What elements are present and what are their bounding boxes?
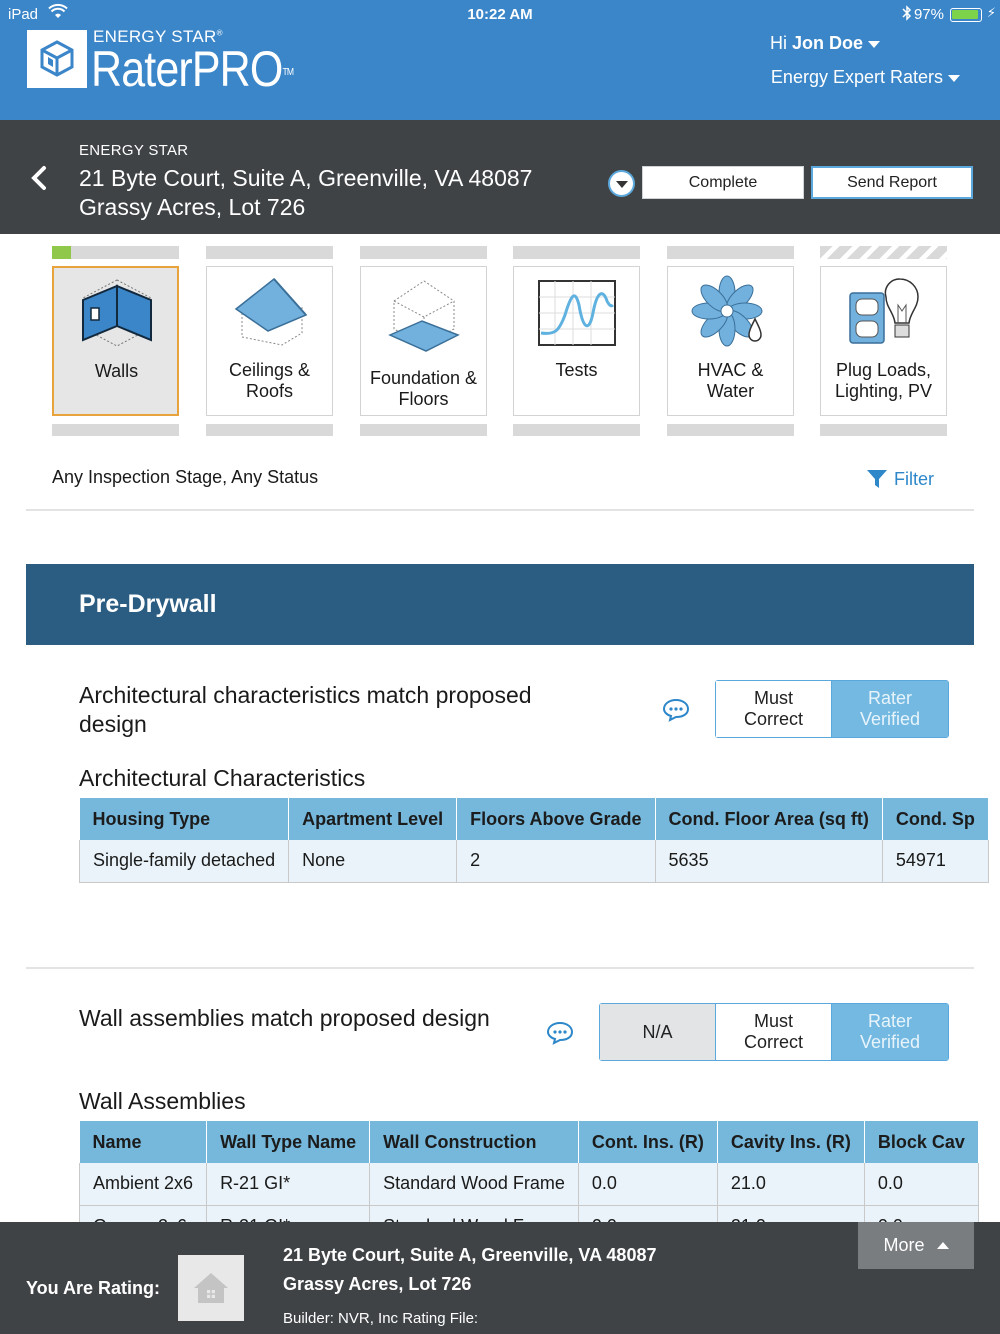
- table-cell: R-21 GI*: [207, 1163, 370, 1205]
- category-plug-loads[interactable]: [820, 266, 947, 416]
- status-toggle: [715, 680, 949, 738]
- send-report-button[interactable]: Send Report: [811, 166, 973, 199]
- column-header: Block Cav: [864, 1121, 978, 1163]
- column-header: Housing Type: [80, 798, 289, 840]
- project-address: 21 Byte Court, Suite A, Greenville, VA 48087: [79, 165, 533, 191]
- footer-builder: Builder: NVR, Inc Rating File:: [283, 1310, 479, 1327]
- checklist-question: Architectural characteristics match proposed design: [79, 682, 532, 737]
- cube-logo-icon: [34, 36, 80, 82]
- more-label: More: [883, 1235, 925, 1255]
- house-icon: [191, 1270, 231, 1306]
- column-header: Name: [80, 1121, 207, 1163]
- project-program: ENERGY STAR: [79, 142, 189, 159]
- table-cell: None: [289, 840, 457, 882]
- rating-footer: [0, 1222, 1000, 1334]
- tile-footer-bar: [206, 424, 333, 436]
- table-title: Wall Assemblies: [79, 1088, 246, 1114]
- architectural-table: [79, 798, 975, 883]
- plug-loads-progress: [820, 246, 947, 259]
- charging-icon: ⚡: [986, 5, 996, 20]
- table-title: Architectural Characteristics: [79, 765, 366, 791]
- hvac-progress: [667, 246, 794, 259]
- category-label: Foundation & Floors: [369, 368, 478, 409]
- app-header: [0, 0, 1000, 120]
- table-cell: 21.0: [717, 1163, 864, 1205]
- status-toggle: [599, 1003, 949, 1061]
- filter-label: Filter: [894, 468, 934, 489]
- tile-footer-bar: [513, 424, 640, 436]
- category-label: Walls: [94, 361, 139, 381]
- table-cell: 5635: [655, 840, 882, 882]
- table-cell: 54971: [882, 840, 988, 882]
- bluetooth-icon: [902, 5, 912, 25]
- column-header: Cond. Sp: [882, 798, 988, 840]
- table-cell: Standard Wood Frame: [370, 1163, 579, 1205]
- table-row: [80, 840, 989, 882]
- category-label: Ceilings & Roofs: [228, 360, 311, 401]
- column-header: Cavity Ins. (R): [717, 1121, 864, 1163]
- category-foundation-floors[interactable]: [360, 266, 487, 416]
- foundation-icon: [361, 275, 486, 355]
- comment-icon[interactable]: [546, 1021, 574, 1045]
- category-tests[interactable]: [513, 266, 640, 416]
- foundation-progress: [360, 246, 487, 259]
- column-header: Wall Construction: [370, 1121, 579, 1163]
- battery-percent: 97%: [913, 6, 944, 23]
- energy-star-logo: [27, 30, 87, 88]
- filter-button[interactable]: [866, 468, 934, 490]
- tile-footer-bar: [360, 424, 487, 436]
- na-option[interactable]: N/A: [600, 1004, 716, 1060]
- user-menu[interactable]: Hi Jon Doe: [770, 33, 880, 54]
- chevron-up-icon: [937, 1242, 949, 1249]
- rater-verified-option[interactable]: Rater Verified: [832, 1004, 948, 1060]
- table-row: [80, 1163, 979, 1205]
- brand-program: ENERGY STAR®: [93, 27, 223, 46]
- category-label: HVAC & Water: [697, 360, 764, 401]
- outlet-bulb-icon: [821, 275, 946, 355]
- rating-label: You Are Rating:: [26, 1278, 160, 1298]
- footer-lot: Grassy Acres, Lot 726: [283, 1274, 472, 1294]
- battery-icon: [950, 8, 982, 22]
- ceilings-progress: [206, 246, 333, 259]
- tile-footer-bar: [667, 424, 794, 436]
- category-label: Plug Loads, Lighting, PV: [834, 360, 933, 401]
- filter-icon: [866, 468, 888, 490]
- table-cell: 2: [457, 840, 655, 882]
- brand-name: RaterPRO™: [91, 41, 294, 97]
- checklist-question: Wall assemblies match proposed design: [79, 1005, 490, 1031]
- fan-icon: [668, 275, 793, 355]
- chevron-down-icon: [868, 41, 880, 48]
- project-lot: Grassy Acres, Lot 726: [79, 194, 306, 220]
- rater-verified-option[interactable]: Rater Verified: [832, 681, 948, 737]
- stage-status-text: Any Inspection Stage, Any Status: [52, 467, 319, 487]
- roof-icon: [207, 275, 332, 355]
- project-bar: [0, 120, 1000, 234]
- tile-footer-bar: [820, 424, 947, 436]
- column-header: Floors Above Grade: [457, 798, 655, 840]
- column-header: Cont. Ins. (R): [578, 1121, 717, 1163]
- waveform-icon: [514, 275, 639, 355]
- project-dropdown-icon[interactable]: [608, 170, 635, 197]
- section-header: Pre-Drywall: [26, 564, 974, 645]
- table-cell: 0.0: [578, 1163, 717, 1205]
- divider: [26, 509, 974, 511]
- category-hvac-water[interactable]: [667, 266, 794, 416]
- wall-assemblies-table: [79, 1121, 965, 1222]
- category-walls[interactable]: [52, 266, 179, 416]
- table-cell: 0.0: [864, 1163, 978, 1205]
- more-button[interactable]: [858, 1222, 974, 1269]
- carrier-label: iPad: [8, 6, 39, 23]
- house-thumbnail: [178, 1255, 244, 1321]
- organization-menu[interactable]: Energy Expert Raters: [771, 67, 960, 88]
- must-correct-option[interactable]: Must Correct: [716, 1004, 832, 1060]
- tests-progress: [513, 246, 640, 259]
- complete-button[interactable]: Complete: [642, 166, 804, 199]
- category-ceilings-roofs[interactable]: [206, 266, 333, 416]
- walls-progress: [52, 246, 179, 259]
- clock: 10:22 AM: [467, 6, 533, 23]
- column-header: Wall Type Name: [207, 1121, 370, 1163]
- table-cell: Ambient 2x6: [80, 1163, 207, 1205]
- status-bar: [0, 0, 1000, 30]
- column-header: Cond. Floor Area (sq ft): [655, 798, 882, 840]
- back-arrow-icon[interactable]: [28, 164, 50, 192]
- walls-icon: [54, 276, 179, 356]
- chevron-down-icon: [948, 75, 960, 82]
- footer-address: 21 Byte Court, Suite A, Greenville, VA 48087: [283, 1245, 657, 1265]
- table-cell: Single-family detached: [80, 840, 289, 882]
- column-header: Apartment Level: [289, 798, 457, 840]
- tile-footer-bar: [52, 424, 179, 436]
- category-label: Tests: [555, 360, 598, 380]
- comment-icon[interactable]: [662, 698, 690, 722]
- must-correct-option[interactable]: Must Correct: [716, 681, 832, 737]
- divider: [26, 967, 974, 969]
